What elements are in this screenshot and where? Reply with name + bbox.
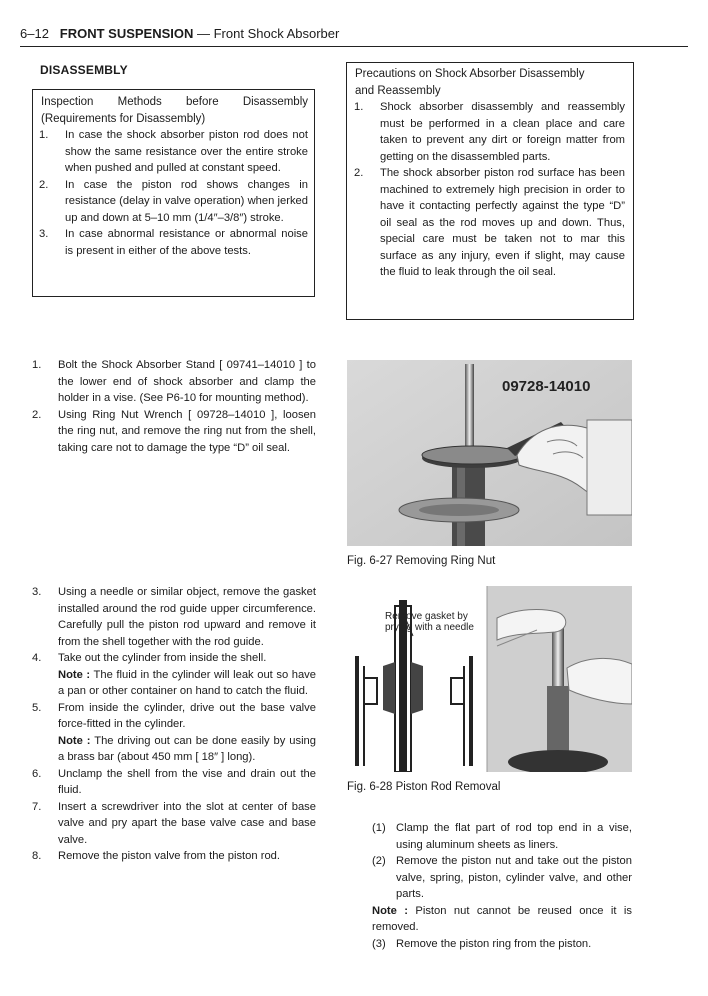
- step-item: [32, 650, 316, 700]
- item-text: In case the shock absorber piston rod does not show the same resistance over the entire stroke when pushed and pulled at constant speed.: [65, 129, 308, 174]
- substep-item: [372, 936, 632, 953]
- inspection-box-title: [33, 90, 314, 127]
- subsection-title: — Front Shock Absorber: [193, 26, 340, 41]
- step-number: 3.: [32, 586, 42, 598]
- precautions-title-line2: and Reassembly: [355, 84, 441, 97]
- substep-number: (1): [372, 822, 386, 834]
- step-item: [32, 848, 316, 865]
- tool-number-label: 09728-14010: [502, 378, 591, 395]
- item-number: 1.: [39, 129, 49, 141]
- note-label: Note :: [372, 904, 408, 917]
- piston-disassembly-substeps: [372, 820, 632, 952]
- item-number: 2.: [39, 178, 49, 191]
- inspection-methods-box: [32, 89, 315, 297]
- step-number: 2.: [32, 408, 42, 421]
- figure-6-27-caption: Fig. 6-27 Removing Ring Nut: [347, 555, 496, 567]
- note-text: The fluid in the cylinder will leak out so have a pan or other container on hand to catch the fluid.: [58, 668, 316, 697]
- item-number: 1.: [354, 101, 364, 113]
- step-number: 1.: [32, 359, 42, 371]
- precautions-title-line1: Precautions on Shock Absorber Disassembly: [355, 68, 585, 80]
- item-number: 3.: [39, 228, 49, 240]
- piston-rod-removal-figure: [347, 586, 632, 772]
- page-number: 6–12: [20, 26, 49, 41]
- ring-nut-removal-illustration: [347, 360, 632, 546]
- list-item: [39, 226, 308, 259]
- step-text: Take out the cylinder from inside the shell.: [58, 652, 267, 664]
- figure-6-28-caption: Fig. 6-28 Piston Rod Removal: [347, 781, 501, 793]
- step-text: Using a needle or similar object, remove the gasket installed around the rod guide upper circumference. Carefully pull the piston rod upward and remove it from the shell together with the rod guide.: [58, 586, 316, 648]
- substep-text: Remove the piston nut and take out the piston valve, spring, piston, cylinder valve, and other parts.: [396, 855, 632, 900]
- step-number: 8.: [32, 850, 42, 862]
- substep-item: [372, 820, 632, 853]
- step-text: Remove the piston valve from the piston rod.: [58, 850, 280, 862]
- ring-nut-removal-photo: [347, 360, 632, 546]
- step-number: 5.: [32, 701, 42, 714]
- piston-rod-removal-illustration: [347, 586, 632, 772]
- item-text: In case abnormal resistance or abnormal noise is present in either of the above tests.: [65, 228, 308, 257]
- list-item: [39, 177, 308, 227]
- substep-text: Remove the piston ring from the piston.: [396, 937, 592, 950]
- step-item: [32, 766, 316, 799]
- substep-text: Clamp the flat part of rod top end in a vise, using aluminum sheets as liners.: [396, 822, 632, 851]
- step-text: Insert a screwdriver into the slot at center of base valve and pry apart the base valve case and base valve.: [58, 800, 316, 846]
- callout-line-1: Remove gasket by: [385, 611, 468, 622]
- inspection-list: [33, 127, 314, 259]
- note-text: Piston nut cannot be reused once it is removed.: [372, 904, 632, 933]
- item-text: Shock absorber disassembly and reassembly must be performed in a clean place and care taken to prevent any dirt or foreign matter from getting on the disassembled parts.: [380, 101, 625, 163]
- step-text: Bolt the Shock Absorber Stand [ 09741–14010 ] to the lower end of shock absorber and clamp the holder in a vise. (See P6-10 for mounting method).: [58, 359, 316, 404]
- item-text: The shock absorber piston rod surface has been machined to extremely high precision in order to have it contacting perfectly against the type “D” oil seal as the rod moves up and down. Thus, special care must be taken not to mar this surface as any injury, even if slight, may cause the fluid to leak through the oil seal.: [380, 167, 625, 278]
- step-text: Unclamp the shell from the vise and drain out the fluid.: [58, 767, 316, 796]
- inspection-title-line1: Inspection Methods before Disassembly: [41, 96, 308, 108]
- substep-number: (2): [372, 855, 386, 867]
- section-title: FRONT SUSPENSION: [59, 26, 194, 41]
- note-label: Note :: [58, 734, 91, 747]
- step-text: Using Ring Nut Wrench [ 09728–14010 ], loosen the ring nut, and remove the ring nut from the shell, taking care not to damage the type “D” oil seal.: [58, 408, 316, 454]
- disassembly-heading: DISASSEMBLY: [40, 63, 128, 77]
- note-text: The driving out can be done easily by using a brass bar (about 450 mm [ 18″ ] long).: [58, 734, 316, 763]
- item-number: 2.: [354, 167, 364, 179]
- precautions-list: [347, 99, 633, 281]
- step-item: [32, 407, 316, 457]
- callout-line-2: prying with a needle: [385, 622, 474, 633]
- steps-list-b: [32, 584, 316, 865]
- precautions-box: [346, 62, 634, 320]
- substep-note: [372, 903, 632, 936]
- note-label: Note :: [58, 668, 91, 681]
- step-item: [32, 357, 316, 407]
- precautions-box-title: [347, 63, 633, 99]
- step-number: 6.: [32, 767, 42, 780]
- step-number: 7.: [32, 800, 42, 813]
- step-text: From inside the cylinder, drive out the base valve force-fitted in the cylinder.: [58, 701, 316, 730]
- inspection-title-line2: (Requirements for Disassembly): [41, 112, 206, 125]
- substep-number: (3): [372, 937, 386, 950]
- item-text: In case the piston rod shows changes in resistance (delay in valve operation) when jerked up and down at 5–10 mm (1/4″–3/8″) stroke.: [65, 178, 308, 224]
- page-header: [20, 26, 688, 47]
- substep-item: [372, 853, 632, 903]
- step-number: 4.: [32, 652, 42, 664]
- step-item: [32, 799, 316, 849]
- step-item: [32, 584, 316, 650]
- list-item: [39, 127, 308, 177]
- list-item: [354, 99, 625, 165]
- steps-list-a: [32, 357, 316, 456]
- step-item: [32, 700, 316, 766]
- list-item: [354, 165, 625, 281]
